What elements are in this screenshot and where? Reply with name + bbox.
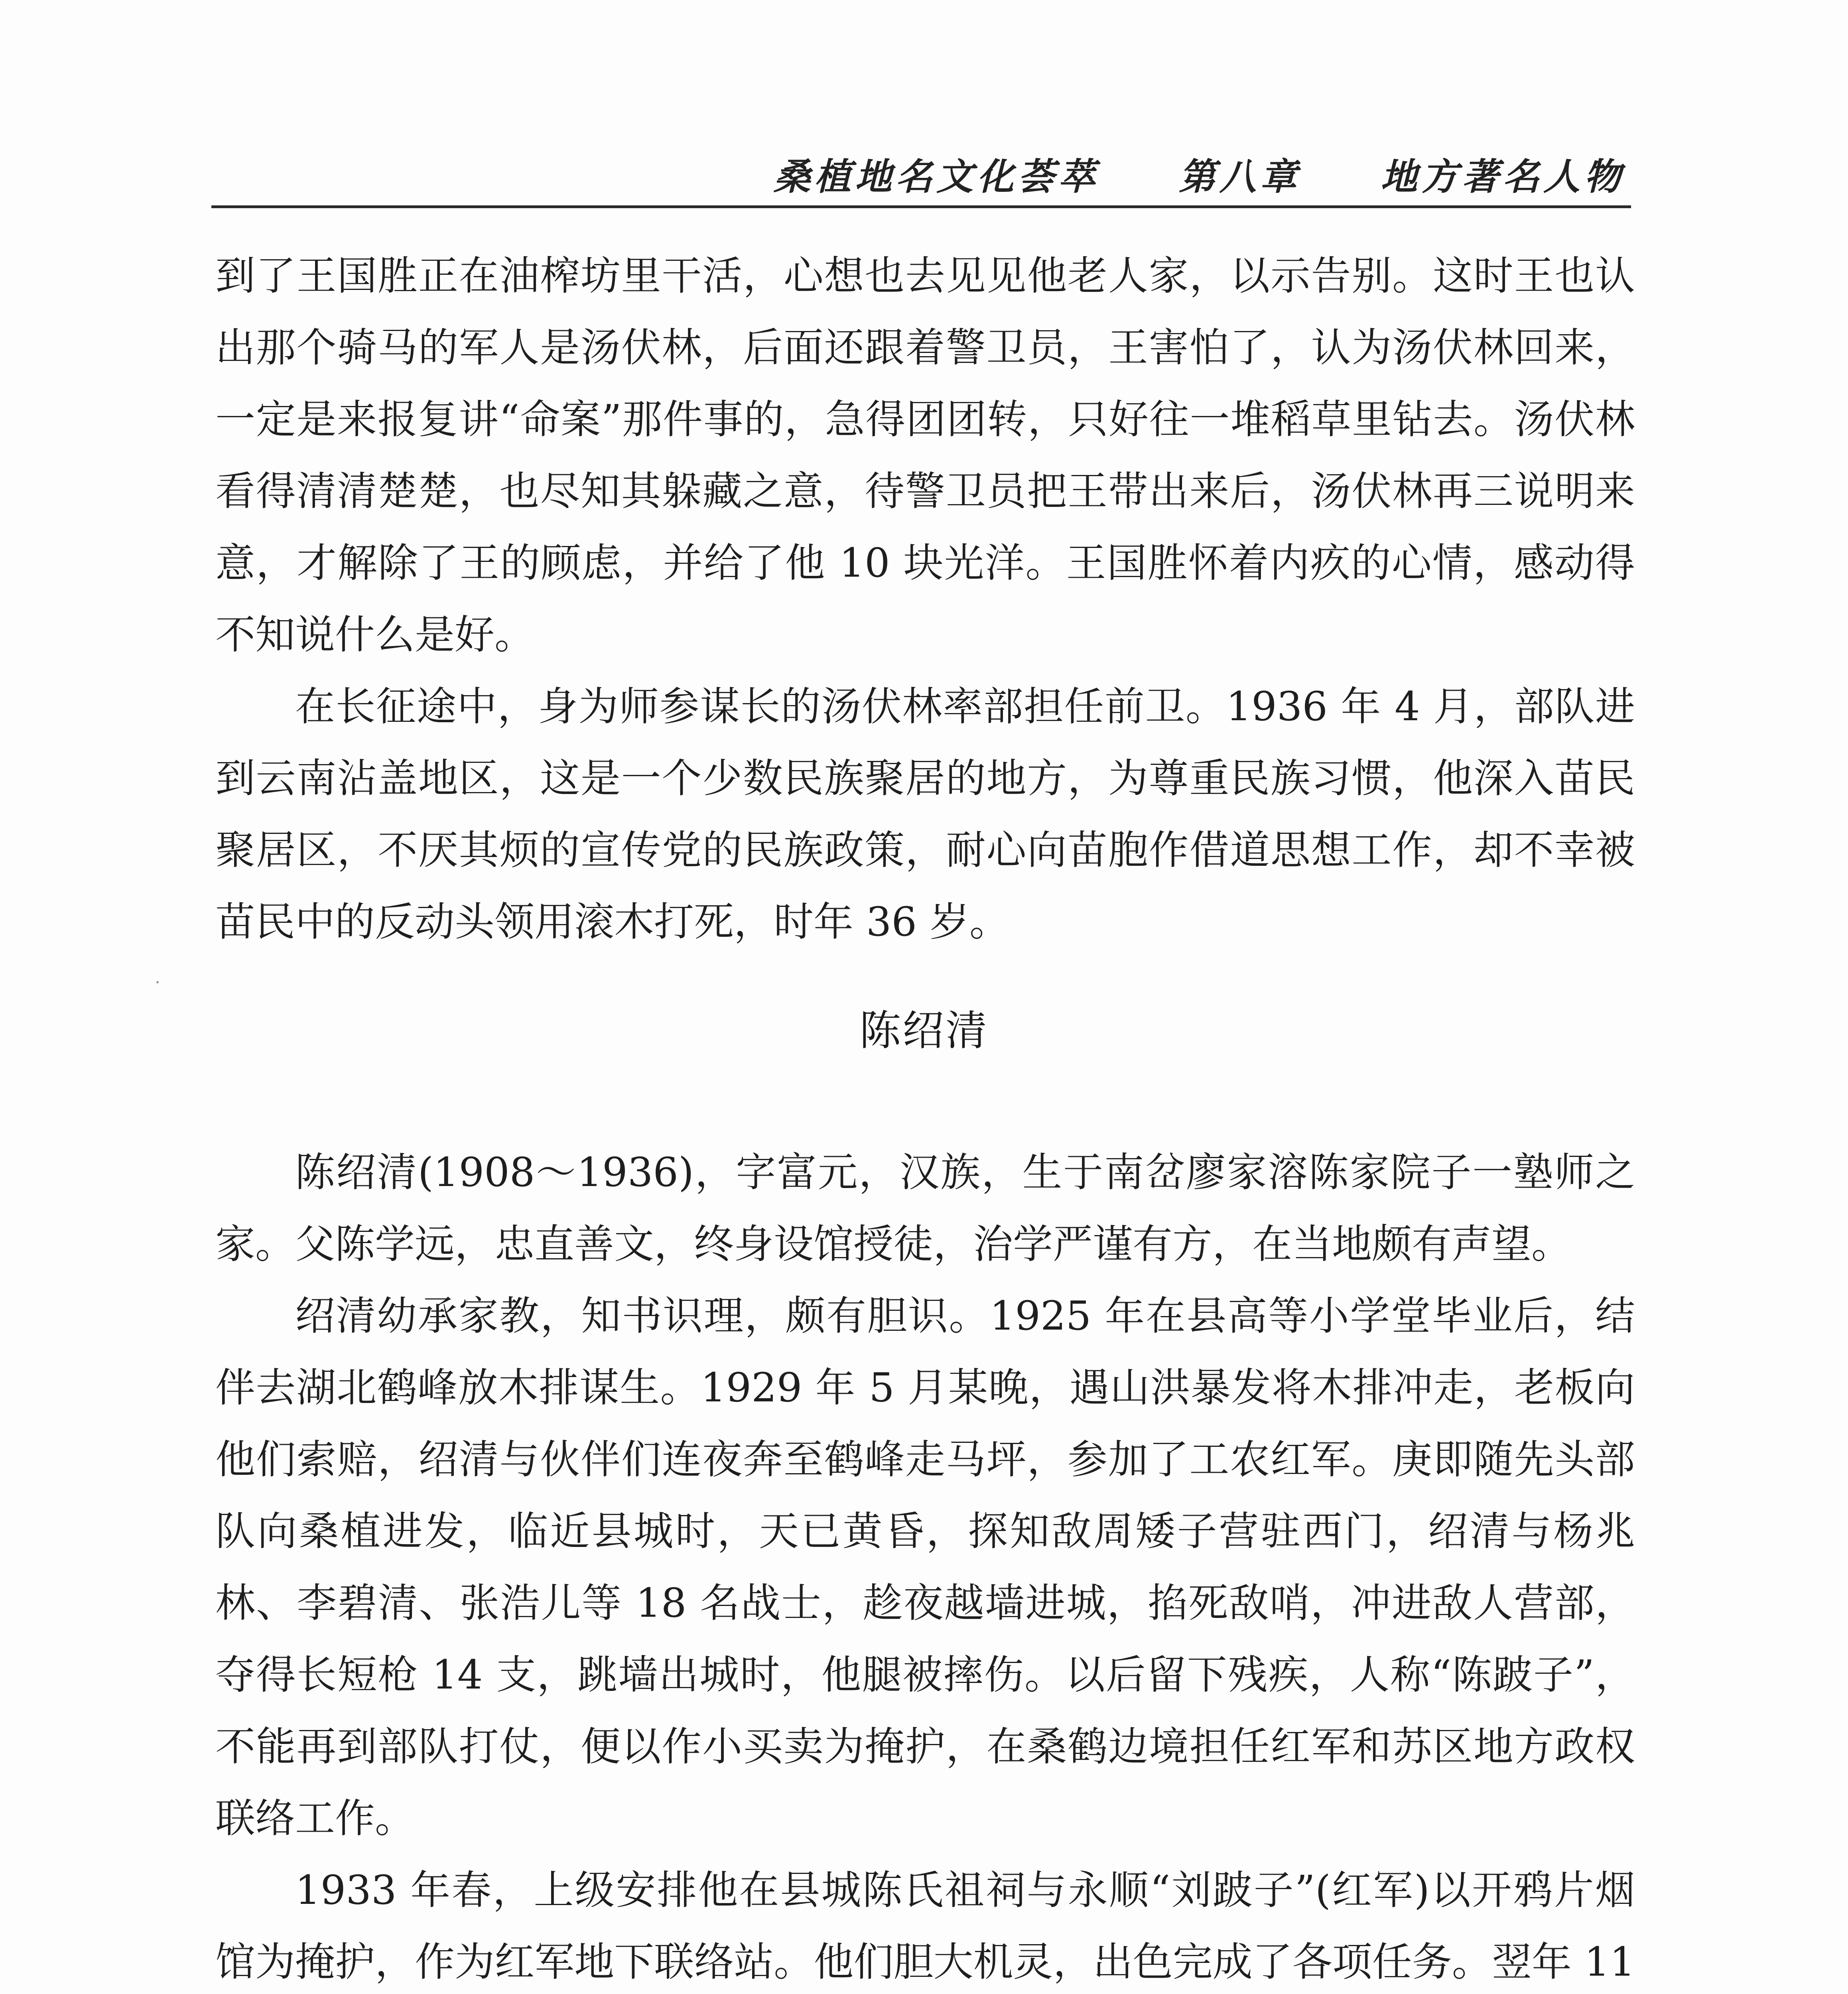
header-chapter: 第八章 <box>1178 155 1301 198</box>
section-1-body <box>215 240 1635 958</box>
paragraph: 绍清幼承家教，知书识理，颇有胆识。1925 年在县高等小学堂毕业后，结伴去湖北鹤峰放木排谋生。1929 年 5 月某晚，遇山洪暴发将木排冲走，老板向他们索赔，绍清与伙伴们连夜奔至鹤峰走马坪，参加了工农红军。庚即随先头部队向桑植进发，临近县城时，天已黄昏，探知敌周矮子营驻西门，绍清与杨兆林、李碧清、张浩儿等 18 名战士，趁夜越墙进城，掐死敌哨，冲进敌人营部，夺得长短枪 14 支，跳墙出城时，他腿被摔伤。以后留下残疾，人称“陈跛子”，不能再到部队打仗，便以作小买卖为掩护，在桑鹤边境担任红军和苏区地方政权联络工作。 <box>215 1293 1635 1842</box>
header-book-title: 桑植地名文化荟萃 <box>773 155 1099 198</box>
paragraph: 到了王国胜正在油榨坊里干活，心想也去见见他老人家，以示告别。这时王也认出那个骑马的军人是汤伏林，后面还跟着警卫员，王害怕了，认为汤伏林回来，一定是来报复讲“命案”那件事的，急得团团转，只好往一堆稻草里钻去。汤伏林看得清清楚楚，也尽知其躲藏之意，待警卫员把王带出来后，汤伏林再三说明来意，才解除了王的顾虑，并给了他 10 块光洋。王国胜怀着内疚的心情，感动得不知说什么是好。 <box>215 252 1635 658</box>
header-rule <box>211 205 1631 208</box>
running-header <box>774 148 1625 200</box>
paragraph: 1933 年春，上级安排他在县城陈氏祖祠与永顺“刘跛子”(红军)以开鸦片烟馆为掩护，作为红军地下联络站。他们胆大机灵，出色完成了各项任务。翌年 11 <box>215 1867 1635 1985</box>
paragraph: 陈绍清(1908～1936)，字富元，汉族，生于南岔廖家溶陈家院子一塾师之家。父陈学远，忠直善文，终身设馆授徒，治学严谨有方，在当地颇有声望。 <box>215 1149 1635 1267</box>
section-2-body <box>215 1137 1635 1994</box>
section-title: 陈绍清 <box>859 1006 989 1055</box>
paragraph: 在长征途中，身为师参谋长的汤伏林率部担任前卫。1936 年 4 月，部队进到云南沾盖地区，这是一个少数民族聚居的地方，为尊重民族习惯，他深入苗民聚居区，不厌其烦的宣传党的民族政策，耐心向苗胞作借道思想工作，却不幸被苗民中的反动头领用滚木打死，时年 36 岁。 <box>215 683 1635 945</box>
header-chapter-title: 地方著名人物 <box>1380 155 1625 198</box>
scan-speck <box>156 981 159 983</box>
